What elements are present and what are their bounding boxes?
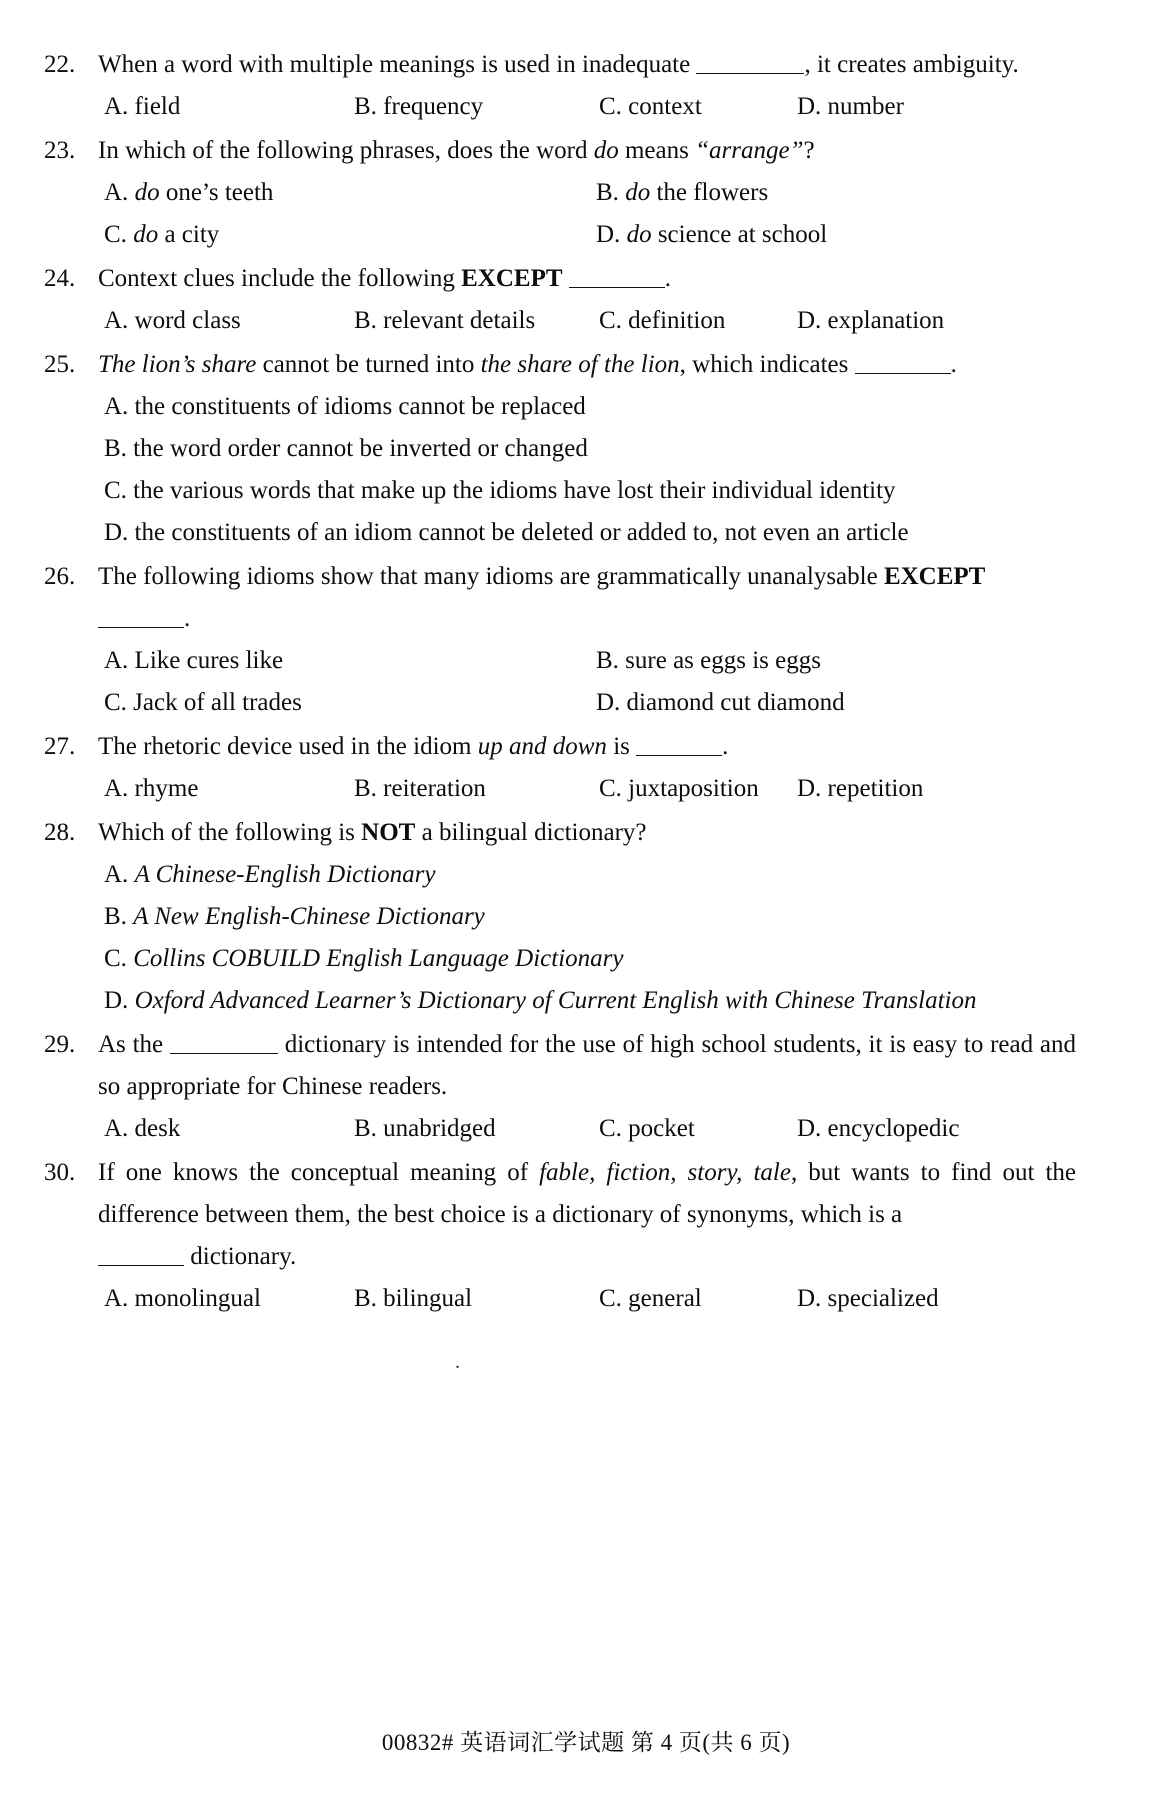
option-italic: do <box>134 179 160 206</box>
option-title: A Chinese-English Dictionary <box>134 861 436 888</box>
question-22 <box>42 44 1076 128</box>
option-text: science at school <box>651 221 828 248</box>
option-b[interactable]: B. unabridged <box>354 1115 496 1142</box>
stem-italic: up and down <box>477 733 607 760</box>
question-number: 27. <box>44 733 76 760</box>
question-body <box>98 130 1076 256</box>
stem-text-end: dictionary. <box>190 1243 297 1270</box>
options-row <box>104 768 1076 810</box>
option-a[interactable]: A. monolingual <box>104 1285 261 1312</box>
question-stem <box>98 258 1076 300</box>
question-body <box>98 44 1076 128</box>
stem-mid: , but wants to find out the difference between them, the best choice is a dictionary of synonyms, which is a <box>98 1159 1076 1228</box>
question-body <box>98 726 1076 810</box>
stem-bold: EXCEPT <box>883 563 986 590</box>
question-number: 25. <box>44 351 76 378</box>
stem-text: The following idioms show that many idioms are grammatically unanalysable <box>98 563 884 590</box>
stem-text: Context clues include the following <box>98 265 462 292</box>
option-b[interactable] <box>104 896 1076 938</box>
question-stem <box>98 344 1076 386</box>
options-row-2 <box>104 682 1076 724</box>
stem-italic-2: “arrange” <box>695 137 804 164</box>
options-row-1 <box>104 640 1076 682</box>
question-stem <box>98 1024 1076 1108</box>
options-row <box>104 86 1076 128</box>
question-23 <box>42 130 1076 256</box>
option-text: the flowers <box>650 179 769 206</box>
answer-blank <box>636 735 722 756</box>
option-title: Collins COBUILD English Language Dictionary <box>133 945 624 972</box>
option-text: one’s teeth <box>159 179 274 206</box>
option-c[interactable] <box>104 938 1076 980</box>
stem-text: In which of the following phrases, does the word <box>98 137 594 164</box>
option-title: Oxford Advanced Learner’s Dictionary of Current English with Chinese Translation <box>134 987 977 1014</box>
stem-text: As the <box>98 1031 164 1058</box>
option-d[interactable]: D. explanation <box>797 307 945 334</box>
question-28 <box>42 812 1076 1022</box>
option-label: A. <box>104 861 135 888</box>
question-29 <box>42 1024 1076 1150</box>
question-body <box>98 1152 1076 1320</box>
option-italic: do <box>625 179 651 206</box>
options-row <box>104 1108 1076 1150</box>
stem-text: When a word with multiple meanings is used in inadequate <box>98 51 691 78</box>
option-italic: do <box>133 221 159 248</box>
question-body <box>98 556 1076 724</box>
option-c[interactable]: C. Jack of all trades <box>104 689 302 716</box>
option-b[interactable]: B. frequency <box>354 93 484 120</box>
question-26 <box>42 556 1076 724</box>
stem-bold: NOT <box>361 819 416 846</box>
question-stem <box>98 812 1076 854</box>
answer-blank <box>98 1245 184 1266</box>
question-stem <box>98 44 1076 86</box>
stem-italic: fable, fiction, story, tale <box>539 1159 791 1186</box>
option-label: C. <box>104 221 134 248</box>
option-label: B. <box>596 179 626 206</box>
option-label: A. <box>104 179 135 206</box>
option-label: C. <box>104 945 134 972</box>
stem-text-end: . <box>184 605 191 632</box>
option-c[interactable] <box>104 214 596 256</box>
option-c[interactable]: C. juxtaposition <box>599 775 759 802</box>
option-c[interactable]: C. definition <box>599 307 726 334</box>
option-d[interactable] <box>104 980 1076 1022</box>
options-row <box>104 300 1076 342</box>
stem-mid: is <box>606 733 637 760</box>
stem-text-end: ? <box>803 137 815 164</box>
answer-blank <box>170 1033 278 1054</box>
answer-blank <box>696 53 804 74</box>
option-c[interactable]: C. general <box>599 1285 702 1312</box>
question-stem <box>98 556 1076 598</box>
stem-mid: means <box>618 137 696 164</box>
question-27 <box>42 726 1076 810</box>
options-row-2 <box>104 214 1076 256</box>
option-d[interactable]: D. number <box>797 93 904 120</box>
stem-text-end: a bilingual dictionary? <box>415 819 647 846</box>
option-c[interactable]: C. pocket <box>599 1115 695 1142</box>
stem-text: If one knows the conceptual meaning of <box>98 1159 540 1186</box>
stem-text-end: . <box>664 265 672 292</box>
option-d[interactable] <box>596 214 827 256</box>
option-a[interactable]: A. word class <box>104 307 241 334</box>
question-body <box>98 258 1076 342</box>
stem-italic: do <box>593 137 619 164</box>
stem-italic: The lion’s share <box>98 351 257 378</box>
question-body <box>98 812 1076 1022</box>
question-number: 30. <box>44 1159 76 1186</box>
stem-text: The rhetoric device used in the idiom <box>98 733 478 760</box>
answer-blank <box>98 607 184 628</box>
question-stem <box>98 130 1076 172</box>
option-d[interactable]: D. repetition <box>797 775 924 802</box>
stem-text-end: . <box>722 733 729 760</box>
option-italic: do <box>626 221 652 248</box>
option-a[interactable]: A. the constituents of idioms cannot be replaced <box>104 393 586 420</box>
question-stem <box>98 1152 1076 1236</box>
question-stem <box>98 726 1076 768</box>
option-c[interactable]: C. context <box>599 93 702 120</box>
option-label: B. <box>104 903 134 930</box>
question-30 <box>42 1152 1076 1320</box>
option-a[interactable]: A. rhyme <box>104 775 199 802</box>
option-b[interactable]: B. reiteration <box>354 775 486 802</box>
option-d[interactable]: D. diamond cut diamond <box>596 689 845 716</box>
option-title: A New English-Chinese Dictionary <box>133 903 485 930</box>
option-d[interactable]: D. specialized <box>797 1285 939 1312</box>
stem-text-end: , it creates ambiguity. <box>804 51 1019 78</box>
stem-bold: EXCEPT <box>461 265 563 292</box>
page-footer: 00832# 英语词汇学试题 第 4 页(共 6 页) <box>381 1730 791 1755</box>
options-row <box>104 1278 1076 1320</box>
question-number: 28. <box>44 819 76 846</box>
answer-blank <box>569 267 665 288</box>
question-number: 22. <box>44 51 76 78</box>
option-d[interactable]: D. the constituents of an idiom cannot be deleted or added to, not even an article <box>104 519 909 546</box>
question-24 <box>42 258 1076 342</box>
option-b[interactable]: B. bilingual <box>354 1285 473 1312</box>
option-a[interactable]: A. desk <box>104 1115 181 1142</box>
question-number: 29. <box>44 1031 76 1058</box>
options-row-1 <box>104 172 1076 214</box>
option-label: D. <box>596 221 627 248</box>
option-text: a city <box>158 221 220 248</box>
option-b[interactable] <box>596 172 768 214</box>
option-a[interactable] <box>104 172 596 214</box>
answer-blank <box>855 353 951 374</box>
option-a[interactable] <box>104 854 1076 896</box>
option-b[interactable]: B. sure as eggs is eggs <box>596 647 821 674</box>
stem-text: , which indicates <box>679 351 849 378</box>
question-body <box>98 344 1076 554</box>
stem-text-end: . <box>950 351 957 378</box>
option-a[interactable]: A. Like cures like <box>104 647 284 674</box>
question-body <box>98 1024 1076 1150</box>
option-a[interactable]: A. field <box>104 93 181 120</box>
option-label: D. <box>104 987 135 1014</box>
stray-dot-mark: . <box>455 1351 460 1373</box>
stem-text: Which of the following is <box>98 819 362 846</box>
question-number: 24. <box>44 265 76 292</box>
option-c[interactable]: C. the various words that make up the idioms have lost their individual identity <box>104 477 896 504</box>
question-stem-continued <box>98 1236 1076 1278</box>
question-number: 26. <box>44 563 76 590</box>
option-b[interactable]: B. relevant details <box>354 307 536 334</box>
stem-text-end: dictionary is intended for the use of high school students, it is easy to read and so appropriate for Chinese readers. <box>98 1031 1077 1100</box>
stem-mid: cannot be turned into <box>256 351 481 378</box>
question-25 <box>42 344 1076 554</box>
option-b[interactable]: B. the word order cannot be inverted or changed <box>104 435 588 462</box>
option-d[interactable]: D. encyclopedic <box>797 1115 960 1142</box>
stem-italic-2: the share of the lion <box>480 351 680 378</box>
question-number: 23. <box>44 137 76 164</box>
question-stem-continued <box>98 598 1076 640</box>
